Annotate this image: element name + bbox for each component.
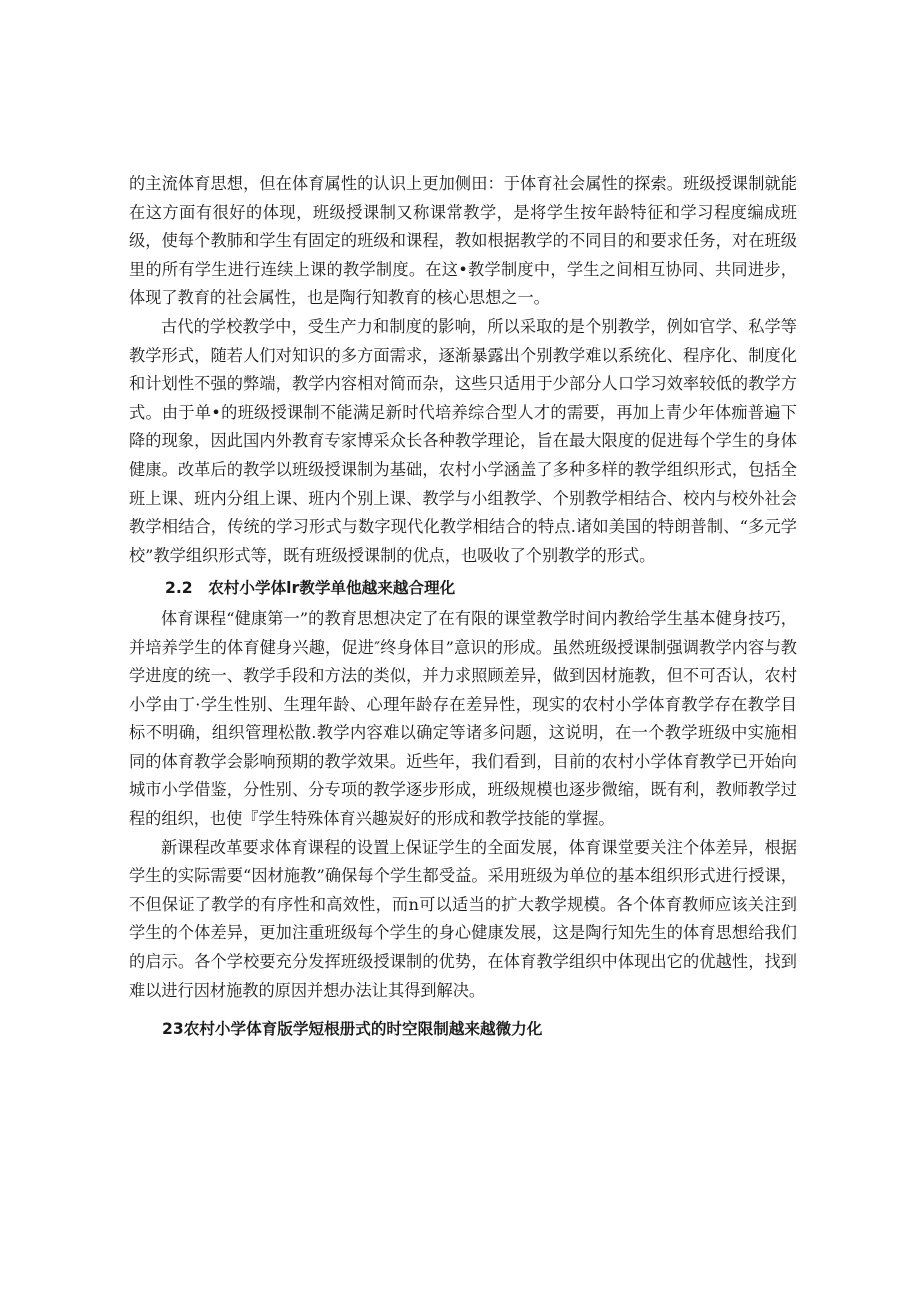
- paragraph-2: 古代的学校教学中，受生产力和制度的影响，所以采取的是个别教学，例如官学、私学等教学形式，随若人们对知识的多方面需求，逐渐暴露出个别教学难以系统化、程序化、制度化和计划性不强的弊端，教学内容相对简而杂，这些只适用于少部分人口学习效率较低的教学方式。由于单•的班级授课制不能满足新时代培养综合型人才的需要，再加上青少年体痂普遍下降的现象，因此国内外教育专家博采众长各种教学理论，旨在最大限度的促进每个学生的身体健康。改革后的教学以班级授课制为基础，农村小学涵盖了多种多样的教学组织形式，包括全班上课、班内分组上课、班内个别上课、教学与小组教学、个别教学相结合、校内与校外社会教学相结合，传统的学习形式与数字现代化教学相结合的特点.诸如美国的特朗普制、“多元学校”教学组织形式等，既有班级授课制的优点，也吸收了个别教学的形式。: [129, 316, 797, 565]
- paragraph-3: 体育课程“健康第一”的教育思想决定了在有限的课堂教学时间内教给学生基本健身技巧，并培养学生的体育健身兴趣，促进″终身体目”意识的形成。虽然班级授课制强调教学内容与教学进度的统一、教学手段和方法的类似，并力求照顾差异，做到因材施教，但不可否认，农村小学由丁·学生性别、生理年龄、心理年龄存在差异性，现实的农村小学体育教学存在教学目标不明确，组织管理松散.教学内容难以确定等诸多问题，这说明，在一个教学班级中实施相同的体育教学会影响预期的教学效果。近些年，我们看到，目前的农村小学体育教学已开始向城市小学借鉴，分性别、分专项的教学逐步形成，班级规模也逐步微缩，既有利，教师教学过程的组织，也使『学生特殊体育兴趣炭好的形成和教学技能的掌握。: [129, 608, 797, 829]
- document-page: [129, 170, 797, 1044]
- section-heading-2-2: 2.2 农村小学体lr教学单他越来越合理化: [165, 579, 456, 598]
- section-heading-2-3: 23农村小学体育版学短根册式的时空限制越来越微力化: [162, 1020, 543, 1039]
- paragraph-4: 新课程改革要求体育课程的设置上保证学生的全面发展，体育课堂要关注个体差异，根据学生的实际需要“因材施教”确保每个学生都受益。采用班级为单位的基本组织形式进行授课，不但保证了教学的有序性和高效性，而n可以适当的扩大教学规模。各个体育教师应该关注到学生的个体差异，更加注重班级每个学生的身心健康发展，这是陶行知先生的体育思想给我们的启示。各个学校要充分发挥班级授课制的优势，在体育教学组织中体现出它的优越性，找到难以进行因材施教的原因并想办法让其得到解决。: [129, 837, 797, 1000]
- paragraph-1: 的主流体育思想，但在体育属性的认识上更加侧田：于体育社会属性的探索。班级授课制就能在这方面有很好的体现，班级授课制又称课常教学，是将学生按年龄特征和学习程度编成班级，使每个教肺和学生有固定的班级和课程，教如根据教学的不同目的和要求任务，对在班级里的所有学生进行连续上课的教学制度。在这•教学制度中，学生之间相互协同、共同进步，体现了教育的社会属性，也是陶行知教育的核心思想之一。: [129, 174, 797, 308]
